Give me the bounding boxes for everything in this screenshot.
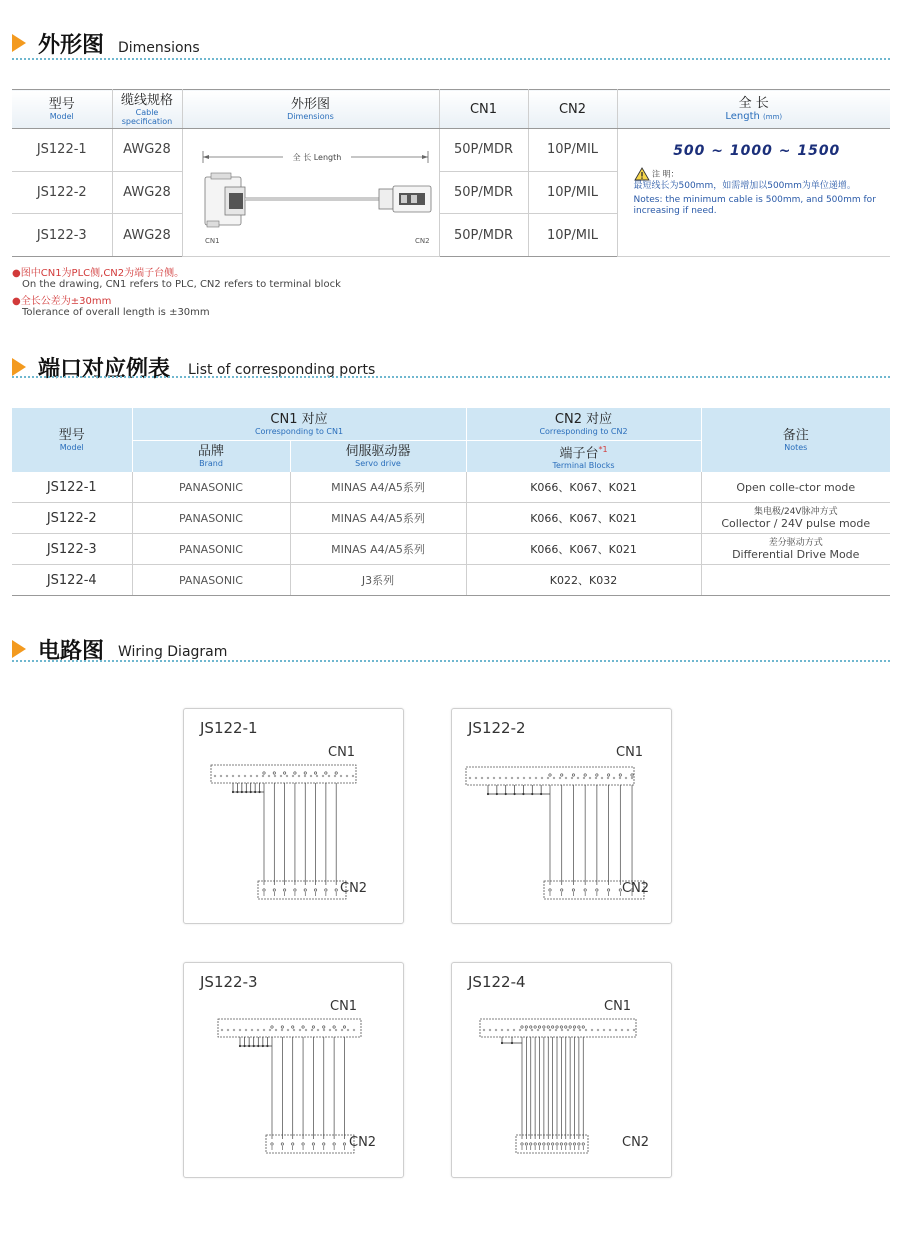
panel-cn1-label: CN1: [604, 999, 632, 1014]
wiring-panel: [451, 962, 672, 1178]
brand-cell: PANASONIC: [132, 472, 290, 503]
model-cell: JS122-2: [12, 503, 132, 534]
length-values: 500 ~ 1000 ~ 1500: [673, 143, 841, 159]
table-row: [12, 129, 890, 172]
panel-cn2-label: CN2: [622, 881, 650, 896]
section-title-en: Wiring Diagram: [118, 644, 228, 660]
th-cable: 缆线规格 Cable specification: [112, 90, 182, 129]
wiring-diagram: [184, 709, 403, 923]
panel-title: JS122-2: [468, 719, 526, 737]
dotted-divider: [12, 58, 890, 60]
footnote-2: ●全长公差为±30mm Tolerance of overall length is ±30mm: [12, 296, 210, 318]
cn1-cell: 50P/MDR: [439, 171, 528, 214]
terminal-cell: K066、K067、K021: [466, 503, 701, 534]
dimensions-section: [12, 28, 890, 328]
terminal-cell: K066、K067、K021: [466, 472, 701, 503]
section-header: [12, 28, 890, 62]
th-cn1-group: CN1 对应 Corresponding to CN1: [132, 408, 466, 440]
th-notes: 备注 Notes: [701, 408, 890, 472]
note-cell: Open colle-ctor mode: [701, 472, 890, 503]
dotted-divider: [12, 660, 890, 662]
wiring-section: [12, 634, 890, 664]
section-header: [12, 634, 890, 668]
th-length: 全 长 Length (mm): [617, 90, 890, 129]
th-dimensions: 外形图 Dimensions: [182, 90, 439, 129]
th-model: 型号 Model: [12, 408, 132, 472]
dotted-divider: [12, 376, 890, 378]
section-title-en: Dimensions: [118, 40, 200, 56]
cn2-cell: 10P/MIL: [528, 214, 617, 257]
brand-cell: PANASONIC: [132, 565, 290, 596]
th-terminal: 端子台$^{*1}$ Terminal Blocks: [466, 440, 701, 472]
arrow-icon: [12, 358, 26, 376]
cn2-cell: 10P/MIL: [528, 171, 617, 214]
brand-cell: PANASONIC: [132, 534, 290, 565]
panel-title: JS122-1: [200, 719, 258, 737]
section-title-cn: 端口对应例表: [38, 357, 171, 382]
drawing-cn1-label: CN1: [204, 237, 220, 245]
cn2-cell: 10P/MIL: [528, 129, 617, 172]
note-cn: 最短线长为500mm，如需增加以500mm为单位递增。: [633, 181, 856, 191]
th-cn1: CN1: [439, 90, 528, 129]
panel-cn2-label: CN2: [349, 1135, 377, 1150]
table-row: [12, 503, 890, 534]
model-cell: JS122-2: [12, 171, 112, 214]
model-cell: JS122-4: [12, 565, 132, 596]
section-header: [12, 352, 890, 386]
note-cell: 差分驱动方式 Differential Drive Mode: [701, 534, 890, 565]
arrow-icon: [12, 640, 26, 658]
panel-cn2-label: CN2: [622, 1135, 650, 1150]
note-en: Notes: the minimum cable is 500mm, and 500mm for increasing if need.: [633, 195, 876, 216]
panel-title: JS122-3: [200, 973, 258, 991]
table-row: [12, 534, 890, 565]
wiring-panel: [183, 708, 404, 924]
ports-section: [12, 352, 890, 602]
note-cell: 集电极/24V脉冲方式 Collector / 24V pulse mode: [701, 503, 890, 534]
drawing-cn2-label: CN2: [414, 237, 430, 245]
cable-cell: AWG28: [112, 171, 182, 214]
panel-cn1-label: CN1: [328, 745, 356, 760]
th-model: 型号 Model: [12, 90, 112, 129]
table-row: [12, 565, 890, 596]
servo-cell: MINAS A4/A5系列: [290, 503, 466, 534]
cn1-cell: 50P/MDR: [439, 214, 528, 257]
brand-cell: PANASONIC: [132, 503, 290, 534]
cable-drawing: [183, 129, 440, 252]
length-cell: [617, 129, 890, 257]
warning-icon: [634, 167, 650, 181]
panel-cn1-label: CN1: [330, 999, 358, 1014]
section-title-cn: 电路图: [38, 639, 105, 664]
model-cell: JS122-1: [12, 472, 132, 503]
cn1-cell: 50P/MDR: [439, 129, 528, 172]
servo-cell: MINAS A4/A5系列: [290, 534, 466, 565]
arrow-icon: [12, 34, 26, 52]
ports-table: [12, 408, 890, 596]
terminal-cell: K066、K067、K021: [466, 534, 701, 565]
note-label: 注 明：: [652, 169, 679, 179]
th-cn2: CN2: [528, 90, 617, 129]
section-title-cn: 外形图: [38, 33, 105, 58]
panel-title: JS122-4: [468, 973, 526, 991]
panel-cn2-label: CN2: [340, 881, 368, 896]
section-title-en: List of corresponding ports: [188, 362, 376, 378]
note-cell: [701, 565, 890, 596]
cable-cell: AWG28: [112, 214, 182, 257]
wiring-panel: [451, 708, 672, 924]
model-cell: JS122-3: [12, 534, 132, 565]
wiring-panel: [183, 962, 404, 1178]
model-cell: JS122-3: [12, 214, 112, 257]
cable-cell: AWG28: [112, 129, 182, 172]
servo-cell: J3系列: [290, 565, 466, 596]
th-cn2-group: CN2 对应 Corresponding to CN2: [466, 408, 701, 440]
table-row: [12, 472, 890, 503]
model-cell: JS122-1: [12, 129, 112, 172]
terminal-cell: K022、K032: [466, 565, 701, 596]
cable-drawing-cell: [182, 129, 439, 257]
th-brand: 品牌 Brand: [132, 440, 290, 472]
note-header: [634, 167, 881, 181]
panel-cn1-label: CN1: [616, 745, 644, 760]
servo-cell: MINAS A4/A5系列: [290, 472, 466, 503]
footnote-1: ●图中CN1为PLC侧,CN2为端子台侧。 On the drawing, CN1 refers to PLC, CN2 refers to terminal block: [12, 268, 341, 290]
dimensions-table: [12, 89, 890, 257]
th-servo: 伺服驱动器 Servo drive: [290, 440, 466, 472]
length-label: 全 长 Length: [292, 153, 341, 162]
